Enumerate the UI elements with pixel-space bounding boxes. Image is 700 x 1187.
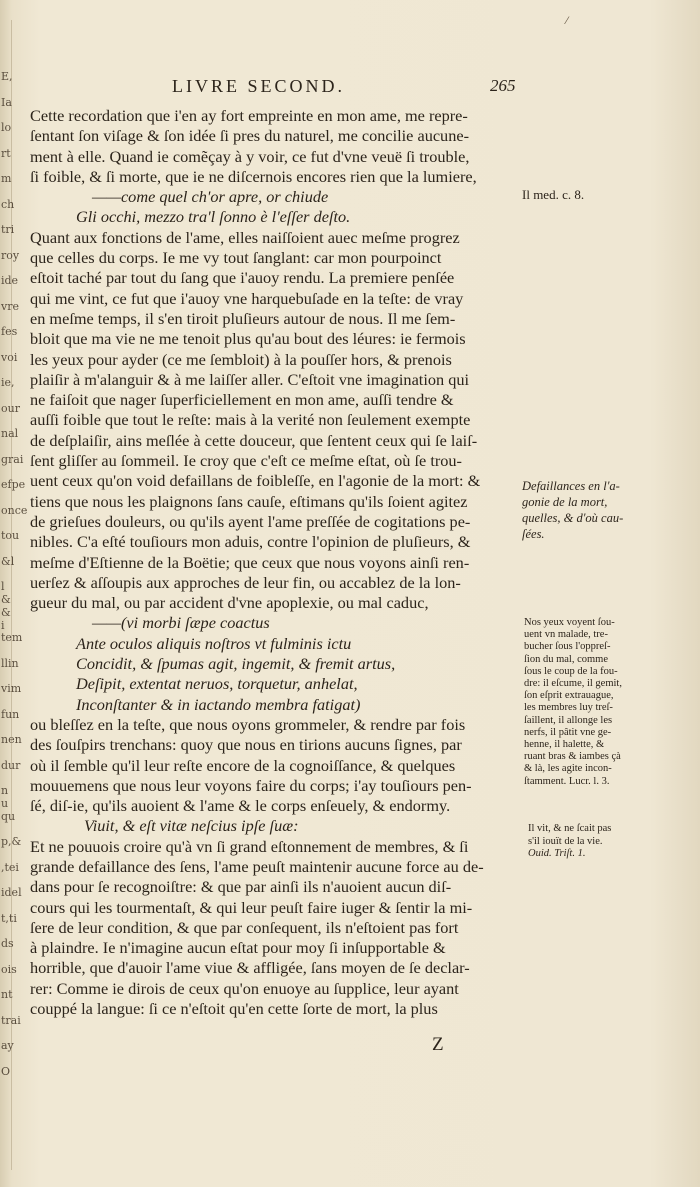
margin-note-line: dre: il eſcume, il gemit,: [524, 678, 622, 690]
text-line: de deſplaiſir, ains meſlée à cette douceur, que ſentent ceux qui ſe laiſ-: [30, 430, 478, 450]
margin-note-line: & là, les agite incon-: [524, 763, 612, 775]
gutter-fragment: voi: [1, 350, 18, 364]
text-line: meſme d'Eſtienne de la Boëtie; que ceux que nous voyons ainſi ren-: [30, 552, 470, 572]
text-line: tiens que nous les plaignons ſans cauſe, eſtimans qu'ils ſoient agitez: [30, 491, 468, 511]
verse-line: ——(vi morbi ſæpe coactus: [92, 613, 270, 633]
text-line: ou bleſſez en la teſte, que nous oyons grommeler, & rendre par fois: [30, 714, 466, 734]
corner-mark: ⁄: [566, 16, 568, 27]
text-line: eſtoit taché par tout du ſang que i'auoy rendu. La premiere penſée: [30, 268, 455, 288]
text-line: qui me vint, ce fut que i'auoy vne harquebuſade en la teſte: de vray: [30, 288, 464, 308]
text-line: auſſi foible que tout le reſte: mais à la verité non ſeulement exempte: [30, 410, 471, 430]
text-line: ſentant ſon viſage & ſon idée ſi pres du naturel, me concilie aucune-: [30, 126, 469, 146]
signature-mark: Z: [432, 1034, 444, 1055]
verse-line: Deſipit, extentat neruos, torquetur, anhelat,: [76, 674, 358, 694]
margin-note-line: s'il iouït de la vie.: [528, 835, 603, 847]
margin-note-line: Nos yeux voyent ſou-: [524, 617, 615, 628]
text-line: cours qui les tourmentaſt, & qui leur peuſt faire iuger & ſentir la mi-: [30, 897, 473, 917]
gutter-fragment: idel: [1, 886, 22, 899]
gutter-fragment: nal: [1, 427, 19, 440]
gutter-fragment: ay: [1, 1039, 14, 1052]
margin-note-line: Ouid. Triſt. 1.: [528, 848, 586, 859]
text-line: uerſez & aſſoupis aux approches de leur fin, ou accablez de la lon-: [30, 572, 461, 592]
text-line: ne faiſoit que nager ſuperficiellement en mon ame, auſſi tendre &: [30, 390, 454, 410]
gutter-fragment: E,: [1, 70, 13, 83]
text-line: rer: Comme ie dirois de ceux qu'on enuoye au ſupplice, leur ayant: [30, 978, 459, 998]
text-line: de grieſues douleurs, ou qu'ils ayent l'ame preſſée de cogitations pe-: [30, 511, 471, 531]
gutter-fragment: ch: [1, 197, 15, 211]
margin-note-line: bucher ſous l'oppreſ-: [524, 641, 611, 653]
gutter-fragment: nt: [1, 988, 13, 1001]
text-line: ſé, diſ-ie, qu'ils auoient & l'ame & le corps enſeuely, & endormy.: [30, 796, 451, 816]
gutter-fragment: once: [1, 503, 28, 517]
verse-line: Viuit, & eſt vitæ neſcius ipſe ſuæ:: [84, 816, 299, 836]
text-line: gueur du mal, ou par accident d'vne apoplexie, ou mal caduc,: [30, 593, 429, 613]
text-line: ſi foible, & ſi morte, que ie ne diſcernois encores rien que la lumiere,: [30, 166, 477, 186]
text-line: que celles du corps. Ie me vy tout ſanglant: car mon pourpoinct: [30, 248, 442, 268]
gutter-fragment: lo: [1, 121, 12, 134]
margin-note-line: ſtamment. Lucr. l. 3.: [524, 775, 610, 787]
text-line: plaiſir à m'alanguir & à me laiſſer aller. C'eſtoit vne imagination qui: [30, 369, 470, 389]
gutter-fragment: O: [1, 1064, 11, 1078]
margin-note-line: uent vn malade, tre-: [524, 629, 608, 641]
gutter-fragment: m: [1, 172, 12, 185]
gutter-fragment: fun: [1, 707, 20, 721]
gutter-fragment: l &: [1, 580, 11, 606]
gutter-fragment: llin: [1, 656, 19, 670]
text-line: Cette recordation que i'en ay fort empreinte en mon ame, me repre-: [30, 106, 468, 125]
facing-page-gutter: [0, 0, 28, 1187]
gutter-fragment: nen: [1, 733, 22, 746]
margin-note-line: Defaillances en l'a-: [522, 479, 620, 493]
running-head: LIVRE SECOND.: [172, 76, 345, 96]
text-line: mouuemens que nous leur voyons faire du corps; i'ay touſiours pen-: [30, 775, 472, 795]
text-line: à plaindre. Ie n'imagine aucun eſtat pour moy ſi inſupportable &: [30, 938, 446, 958]
margin-note-line: ſion du mal, comme: [524, 653, 608, 665]
gutter-fragment: our: [1, 401, 20, 415]
text-line: bloit que ma vie ne me tenoit plus qu'au bout des léures: ie fermois: [30, 329, 466, 349]
gutter-fragment: ,tei: [1, 860, 19, 874]
margin-note-line: ſaillent, il allonge les: [524, 714, 613, 726]
gutter-fragment: ie,: [1, 376, 15, 389]
gutter-fragment: vim: [1, 682, 22, 695]
text-line: Et ne pouuois croire qu'à vn ſi grand eſtonnement de membres, & ſi: [30, 836, 469, 856]
gutter-fragment: ide: [1, 274, 19, 287]
gutter-fragment: vre: [1, 299, 19, 313]
gutter-fragment: Ia: [1, 95, 12, 109]
gutter-fragment: tem: [1, 631, 23, 644]
verse-line: Inconſtanter & in iactando membra fatigat): [76, 694, 361, 714]
margin-note-ovid: [528, 823, 698, 861]
text-line: où il ſemble qu'il leur reſte encore de la cognoiſſance, & quelques: [30, 755, 456, 775]
margin-note-line: gonie de la mort,: [522, 495, 608, 509]
gutter-fragment: roy: [1, 248, 20, 262]
margin-note-line: nerfs, il pâtit vne ge-: [524, 726, 612, 738]
text-line: ſent gliſſer au ſommeil. Ie croy que c'eſt ce meſme eſtat, où ſe trou-: [30, 451, 462, 471]
text-line: horrible, que d'auoir l'ame viue & affligée, ſans moyen de ſe declar-: [30, 958, 470, 978]
margin-note-line: quelles, & d'où cau-: [522, 511, 624, 525]
gutter-fragment: &l: [1, 554, 15, 568]
gutter-fragment: ds: [1, 937, 14, 950]
text-line: nibles. C'a eſté touſiours mon aduis, contre l'opinion de pluſieurs, &: [30, 532, 471, 552]
text-line: en meſme temps, il s'en tiroit pluſieurs autour de nous. Il me ſem-: [30, 308, 456, 328]
gutter-fragment: dur: [1, 758, 21, 772]
margin-note-line: Il vit, & ne ſcait pas: [528, 823, 612, 834]
gutter-fragment: ois: [1, 962, 17, 976]
margin-note-translation: [524, 617, 694, 788]
gutter-fragment: grai: [1, 452, 24, 466]
text-line: uent ceux qu'on void defaillans de foibleſſe, en l'agonie de la mort: &: [30, 471, 481, 491]
text-line: Quant aux fonctions de l'ame, elles naiſſoient auec meſme progrez: [30, 227, 460, 247]
text-line: les yeux pour ayder (ce me ſembloit) à la pouſſer hors, & prenois: [30, 349, 452, 369]
margin-note-summary: [522, 478, 692, 542]
gutter-fragment: & i: [1, 605, 11, 632]
margin-note-line: les membres luy treſ-: [524, 702, 613, 714]
gutter-fragment: qu: [1, 809, 16, 823]
text-line: grande defaillance des ſens, l'ame peuſt maintenir aucune force au de-: [30, 856, 484, 876]
margin-note-line: ſées.: [522, 527, 545, 541]
text-line: ment à elle. Quand ie comẽçay à y voir, ce fut d'vne veuë ſi trouble,: [30, 146, 470, 166]
margin-note-line: ruant bras & iambes çà: [524, 751, 621, 763]
text-line: ſere de leur condition, & que par conſequent, ils n'eſtoient pas fort: [30, 917, 459, 937]
gutter-fragment: tri: [1, 223, 15, 236]
verse-line: Gli occhi, mezzo tra'l ſonno è l'eſſer deſto.: [76, 207, 351, 227]
margin-note-line: ſous le coup de la fou-: [524, 665, 618, 677]
text-line: dans pour ſe recognoiſtre: & que par ainſi ils n'auoient aucun diſ-: [30, 877, 452, 897]
gutter-fragment: t,ti: [1, 911, 17, 925]
margin-note-line: ſon eſprit extrauague,: [524, 690, 614, 702]
page-number: 265: [490, 76, 516, 95]
gutter-fragment: rt: [1, 146, 11, 160]
gutter-fragment: p,&: [1, 835, 22, 848]
gutter-fragment: n u: [1, 784, 9, 810]
gutter-fragment: fes: [1, 325, 18, 338]
text-line: couppé la langue: ſi ce n'eſtoit qu'en cette ſorte de mort, la plus: [30, 999, 438, 1019]
text-line: des ſouſpirs trenchans: quoy que nous en tirions aucuns ſignes, par: [30, 735, 462, 755]
margin-note-citation: Il med. c. 8.: [522, 187, 585, 202]
verse-line: Ante oculos aliquis noſtros vt fulminis ictu: [76, 633, 352, 653]
verse-line: Concidit, & ſpumas agit, ingemit, & fremit artus,: [76, 654, 396, 674]
verse-line: ——come quel ch'or apre, or chiude: [92, 187, 329, 207]
gutter-fragment: trai: [1, 1013, 21, 1027]
gutter-fragment: tou: [1, 529, 20, 542]
gutter-fragment: efpe: [1, 478, 26, 491]
margin-note-line: henne, il halette, &: [524, 739, 605, 751]
main-text: [30, 106, 516, 1019]
